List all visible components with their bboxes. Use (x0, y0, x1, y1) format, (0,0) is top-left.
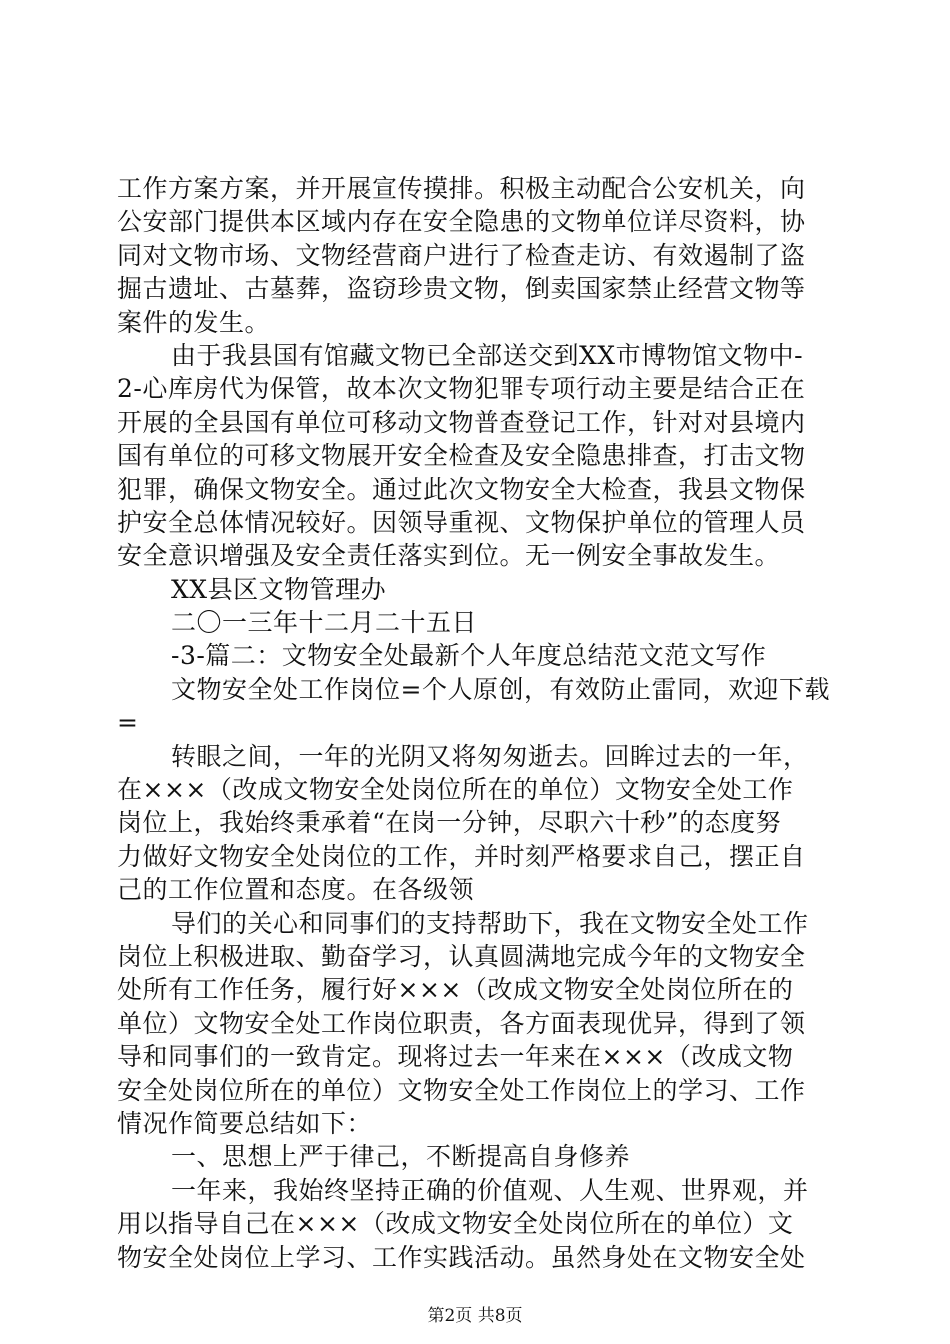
text-line: 导和同事们的一致肯定。现将过去一年来在×××（改成文物 (117, 1042, 794, 1072)
text-line: 处所有工作任务，履行好×××（改成文物安全处岗位所在的 (117, 975, 794, 1005)
text-line: 物安全处岗位上学习、工作实践活动。虽然身处在文物安全处 (117, 1242, 806, 1272)
text-line: 一年来，我始终坚持正确的价值观、人生观、世界观，并 (171, 1175, 809, 1205)
text-line: 己的工作位置和态度。在各级领 (117, 875, 475, 905)
text-line: 在×××（改成文物安全处岗位所在的单位）文物安全处工作 (117, 775, 794, 805)
text-line: 导们的关心和同事们的支持帮助下，我在文物安全处工作 (171, 908, 809, 938)
text-line: 力做好文物安全处岗位的工作，并时刻严格要求自己，摆正自 (117, 841, 806, 871)
text-line: 情况作简要总结如下： (117, 1108, 373, 1138)
text-line: 2-心库房代为保管，故本次文物犯罪专项行动主要是结合正在 (117, 374, 806, 404)
text-line: 安全处岗位所在的单位）文物安全处工作岗位上的学习、工作 (117, 1075, 806, 1105)
text-line: 用以指导自己在×××（改成文物安全处岗位所在的单位）文 (117, 1209, 794, 1239)
text-line: 护安全总体情况较好。因领导重视、文物保护单位的管理人员 (117, 507, 806, 537)
text-line: 国有单位的可移文物展开安全检查及安全隐患排查，打击文物 (117, 441, 806, 471)
text-line: 单位）文物安全处工作岗位职责，各方面表现优异，得到了领 (117, 1008, 806, 1038)
text-line: 掘古遗址、古墓葬，盗窃珍贵文物，倒卖国家禁止经营文物等 (117, 274, 806, 304)
text-line: 犯罪，确保文物安全。通过此次文物安全大检查，我县文物保 (117, 474, 806, 504)
document-body (117, 172, 837, 1274)
text-line: 文物安全处工作岗位=个人原创，有效防止雷同，欢迎下载 (171, 674, 830, 704)
text-line: 转眼之间，一年的光阴又将匆匆逝去。回眸过去的一年， (171, 741, 809, 771)
text-line: = (117, 708, 139, 738)
text-line: 工作方案方案，并开展宣传摸排。积极主动配合公安机关，向 (117, 174, 806, 203)
text-line: 同对文物市场、文物经营商户进行了检查走访、有效遏制了盗 (117, 240, 806, 270)
text-line: 由于我县国有馆藏文物已全部送交到XX市博物馆文物中- (171, 340, 804, 370)
text-line: 安全意识增强及安全责任落实到位。无一例安全事故发生。 (117, 541, 781, 571)
text-line: 公安部门提供本区域内存在安全隐患的文物单位详尽资料，协 (117, 207, 806, 237)
page-footer: 第2页 共8页 (427, 1306, 523, 1326)
text-line: 一、思想上严于律己，不断提高自身修养 (171, 1142, 631, 1172)
text-line: 案件的发生。 (117, 307, 271, 337)
text-line: -3-篇二：文物安全处最新个人年度总结范文范文写作 (171, 641, 767, 671)
text-line: 岗位上积极进取、勤奋学习，认真圆满地完成今年的文物安全 (117, 941, 806, 971)
text-line: 岗位上，我始终秉承着“在岗一分钟，尽职六十秒”的态度努 (117, 808, 782, 838)
text-line: XX县区文物管理办 (171, 574, 387, 604)
text-line: 开展的全县国有单位可移动文物普查登记工作，针对对县境内 (117, 407, 806, 437)
text-line: 二〇一三年十二月二十五日 (171, 608, 478, 638)
